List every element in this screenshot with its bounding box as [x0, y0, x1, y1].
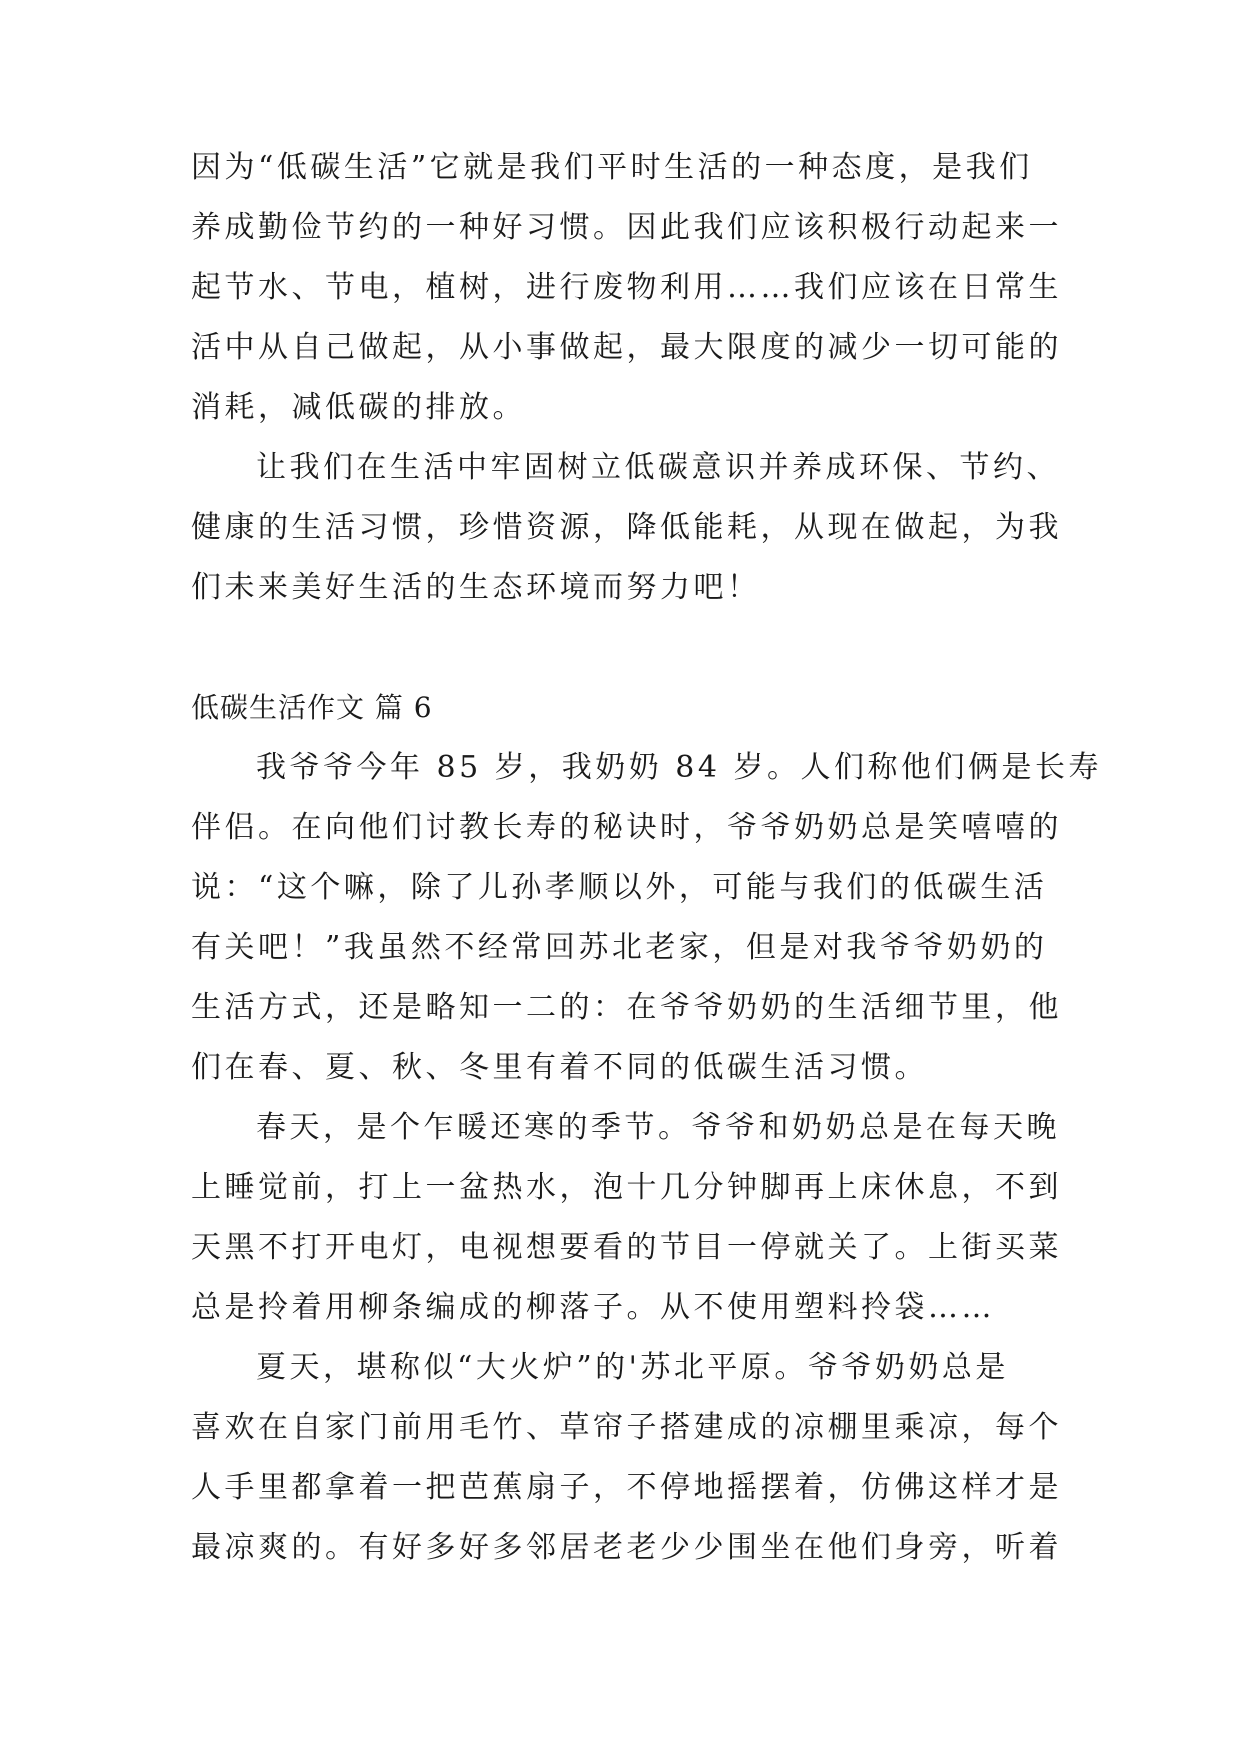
paragraph-line: 上睡觉前，打上一盆热水，泡十几分钟脚再上床休息，不到 [191, 1170, 1062, 1205]
paragraph-line: 最凉爽的。有好多好多邻居老老少少围坐在他们身旁，听着 [191, 1530, 1062, 1565]
paragraph-line: 们未来美好生活的生态环境而努力吧！ [191, 570, 761, 605]
paragraph-line: 天黑不打开电灯，电视想要看的节目一停就关了。上街买菜 [191, 1230, 1062, 1265]
paragraph-line: 让我们在生活中牢固树立低碳意识并养成环保、节约、 [256, 450, 1060, 485]
paragraph-line: 人手里都拿着一把芭蕉扇子，不停地摇摆着，仿佛这样才是 [191, 1470, 1062, 1505]
paragraph-line: 总是拎着用柳条编成的柳落子。从不使用塑料拎袋…… [191, 1290, 995, 1325]
paragraph-line: 生活方式，还是略知一二的：在爷爷奶奶的生活细节里，他 [191, 990, 1062, 1025]
paragraph-line: 起节水、节电，植树，进行废物利用……我们应该在日常生 [191, 270, 1062, 305]
paragraph-line: 有关吧！”我虽然不经常回苏北老家，但是对我爷爷奶奶的 [191, 930, 1048, 965]
paragraph-line: 说：“这个嘛，除了儿孙孝顺以外，可能与我们的低碳生活 [191, 870, 1048, 905]
paragraph-line: 健康的生活习惯，珍惜资源，降低能耗，从现在做起，为我 [191, 510, 1062, 545]
section-heading: 低碳生活作文 篇 6 [191, 691, 433, 724]
paragraph-line: 我爷爷今年 85 岁，我奶奶 84 岁。人们称他们俩是长寿 [256, 750, 1102, 785]
paragraph-line: 伴侣。在向他们讨教长寿的秘诀时，爷爷奶奶总是笑嘻嘻的 [191, 810, 1062, 845]
paragraph-line: 春天，是个乍暖还寒的季节。爷爷和奶奶总是在每天晚 [256, 1110, 1060, 1145]
paragraph-line: 养成勤俭节约的一种好习惯。因此我们应该积极行动起来一 [191, 210, 1062, 245]
paragraph-line: 夏天，堪称似“大火炉”的'苏北平原。爷爷奶奶总是 [256, 1350, 1009, 1385]
paragraph-line: 因为“低碳生活”它就是我们平时生活的一种态度，是我们 [191, 150, 1033, 185]
paragraph-line: 喜欢在自家门前用毛竹、草帘子搭建成的凉棚里乘凉，每个 [191, 1410, 1062, 1445]
paragraph-line: 消耗，减低碳的排放。 [191, 390, 526, 425]
paragraph-line: 活中从自己做起，从小事做起，最大限度的减少一切可能的 [191, 330, 1062, 365]
paragraph-line: 们在春、夏、秋、冬里有着不同的低碳生活习惯。 [191, 1050, 928, 1085]
